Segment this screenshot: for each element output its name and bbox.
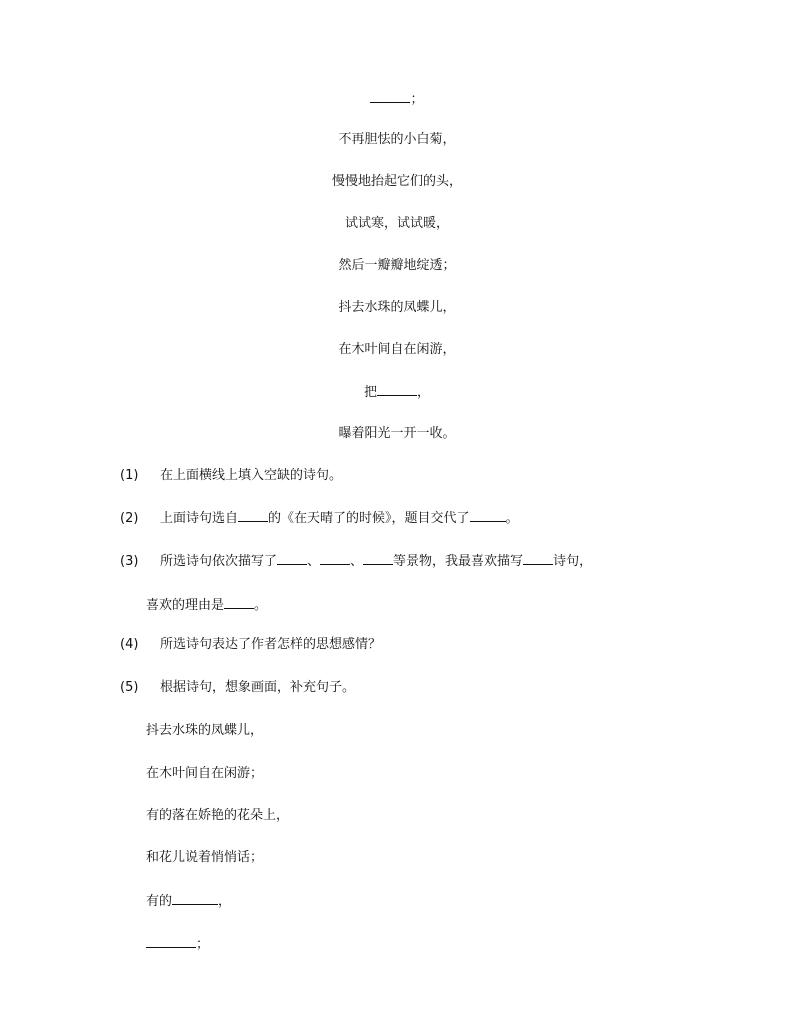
question-text: 诗句， <box>553 554 593 569</box>
question-text: 在上面横线上填入空缺的诗句。 <box>160 468 343 483</box>
question-3 <box>120 552 592 571</box>
poem-line-8 <box>0 383 794 402</box>
question-text: 上面诗句选自 <box>160 511 239 526</box>
answer-blank[interactable] <box>377 383 417 396</box>
question-2 <box>120 509 519 528</box>
question-5-line-4: 和花儿说着悄悄话； <box>146 850 264 865</box>
question-text: 。 <box>505 511 519 526</box>
answer-blank[interactable] <box>146 935 196 948</box>
poem-line-8-suffix: ， <box>417 385 431 400</box>
question-text: 喜欢的理由是 <box>146 598 225 613</box>
question-text: 所选诗句依次描写了 <box>160 554 278 569</box>
question-number: (3) <box>120 554 139 569</box>
question-text: ， <box>218 894 232 909</box>
poem-line-1-suffix: ； <box>410 92 424 107</box>
question-5-line-5 <box>146 892 231 911</box>
question-text: 所选诗句表达了作者怎样的思想感情？ <box>160 637 382 652</box>
question-number: (1) <box>120 468 139 483</box>
poem-line-1 <box>0 90 794 109</box>
answer-blank[interactable] <box>320 552 350 565</box>
question-5-line-1: 抖去水珠的凤蝶儿， <box>146 723 264 738</box>
question-text: 等景物，我最喜欢描写 <box>393 554 524 569</box>
question-number: (2) <box>120 511 139 526</box>
question-5-line-3: 有的落在娇艳的花朵上， <box>146 808 290 823</box>
answer-blank[interactable] <box>277 552 307 565</box>
question-5-line-2: 在木叶间自在闲游； <box>146 766 264 781</box>
question-5 <box>120 679 355 697</box>
question-text: 的《在天晴了的时候》，题目交代了 <box>268 511 470 526</box>
answer-blank[interactable] <box>370 90 410 103</box>
poem-line-5: 然后一瓣瓣地绽透； <box>338 258 456 273</box>
question-3-continuation <box>146 596 267 615</box>
poem-line-8-prefix: 把 <box>363 385 377 400</box>
poem-line-4: 试试寒，试试暖， <box>344 216 449 231</box>
answer-blank[interactable] <box>172 892 218 905</box>
answer-blank[interactable] <box>470 509 506 522</box>
poem-line-2: 不再胆怯的小白菊， <box>338 132 456 147</box>
question-text: 根据诗句，想象画面，补充句子。 <box>160 680 356 695</box>
question-1 <box>120 467 342 485</box>
poem-line-7: 在木叶间自在闲游， <box>338 342 456 357</box>
poem-line-3: 慢慢地抬起它们的头， <box>331 174 462 189</box>
question-number: (5) <box>120 680 139 695</box>
poem-line-9: 曝着阳光一开一收。 <box>338 426 456 441</box>
question-number: (4) <box>120 637 139 652</box>
answer-blank[interactable] <box>523 552 553 565</box>
poem-line-6: 抖去水珠的凤蝶儿， <box>338 300 456 315</box>
answer-blank[interactable] <box>238 509 268 522</box>
question-4 <box>120 636 381 654</box>
question-5-line-6 <box>146 935 209 954</box>
answer-blank[interactable] <box>363 552 393 565</box>
answer-blank[interactable] <box>224 596 254 609</box>
separator: 、 <box>307 554 321 569</box>
question-text: 有的 <box>146 894 173 909</box>
separator: 、 <box>350 554 364 569</box>
question-text: ； <box>196 937 210 952</box>
question-text: 。 <box>254 598 268 613</box>
